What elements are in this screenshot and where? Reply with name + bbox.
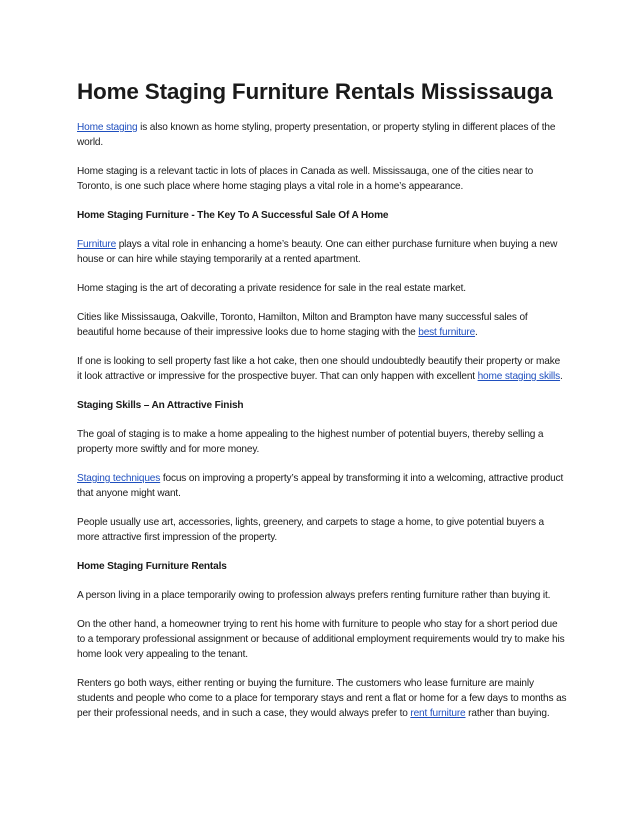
paragraph-renters [77,676,567,721]
link-rent-furniture[interactable]: rent furniture [410,708,466,719]
section-heading-staging-skills: Staging Skills – An Attractive Finish [77,400,244,411]
paragraph-intro [77,120,567,150]
section-heading-furniture-key: Home Staging Furniture - The Key To A Successful Sale Of A Home [77,210,389,221]
paragraph-person: A person living in a place temporarily owing to profession always prefers renting furniture rather than buying it. [77,590,551,601]
link-furniture[interactable]: Furniture [77,239,117,250]
paragraph-text: Cities like Mississauga, Oakville, Toronto, Hamilton, Milton and Brampton have many successful sales of beautiful home because of their impressive looks due to home staging with the [77,312,528,338]
link-home-staging-skills[interactable]: home staging skills [477,371,561,382]
paragraph-text: If one is looking to sell property fast like a hot cake, then one should undoubtedly beautify their property or make it look attractive or impressive for the prospective buyer. That can only happen with excellent [77,356,561,382]
paragraph-art: Home staging is the art of decorating a private residence for sale in the real estate market. [77,283,466,294]
paragraph-sell-fast [77,354,567,384]
link-staging-techniques[interactable]: Staging techniques [77,473,161,484]
document-page [77,78,567,735]
section-heading-rentals: Home Staging Furniture Rentals [77,561,227,572]
paragraph-text: is also known as home styling, property presentation, or property styling in different places of the world. [77,122,556,148]
paragraph-canada: Home staging is a relevant tactic in lots of places in Canada as well. Mississauga, one of the cities near to Toronto, is one such place where home staging plays a vital role in a home’s appearance. [77,166,534,192]
page-title: Home Staging Furniture Rentals Mississauga [77,79,553,104]
paragraph-goal: The goal of staging is to make a home appealing to the highest number of potential buyers, thereby selling a property more swiftly and for more money. [77,429,544,455]
paragraph-end: . [560,371,563,382]
paragraph-homeowner: On the other hand, a homeowner trying to rent his home with furniture to people who stay for a short period due to a temporary professional assignment or because of additional employment requirements would try to make his home look very appealing to the tenant. [77,619,565,660]
paragraph-people: People usually use art, accessories, lights, greenery, and carpets to stage a home, to give potential buyers a more attractive first impression of the property. [77,517,544,543]
paragraph-cities [77,310,567,340]
paragraph-techniques [77,471,567,501]
link-best-furniture[interactable]: best furniture [418,327,476,338]
paragraph-text: Renters go both ways, either renting or buying the furniture. The customers who lease furniture are mainly students and people who come to a place for temporary stays and rent a flat or home for a few days to months as per their professional needs, and in such a case, they would always prefer to [77,678,567,719]
paragraph-text: plays a vital role in enhancing a home’s beauty. One can either purchase furniture when buying a new house or can hire while staying temporarily at a rented apartment. [77,239,558,265]
paragraph-furniture [77,237,567,267]
paragraph-end: . [475,327,478,338]
paragraph-end: rather than buying. [465,708,550,719]
paragraph-text: focus on improving a property’s appeal by transforming it into a welcoming, attractive product that anyone might want. [77,473,564,499]
link-home-staging[interactable]: Home staging [77,122,138,133]
